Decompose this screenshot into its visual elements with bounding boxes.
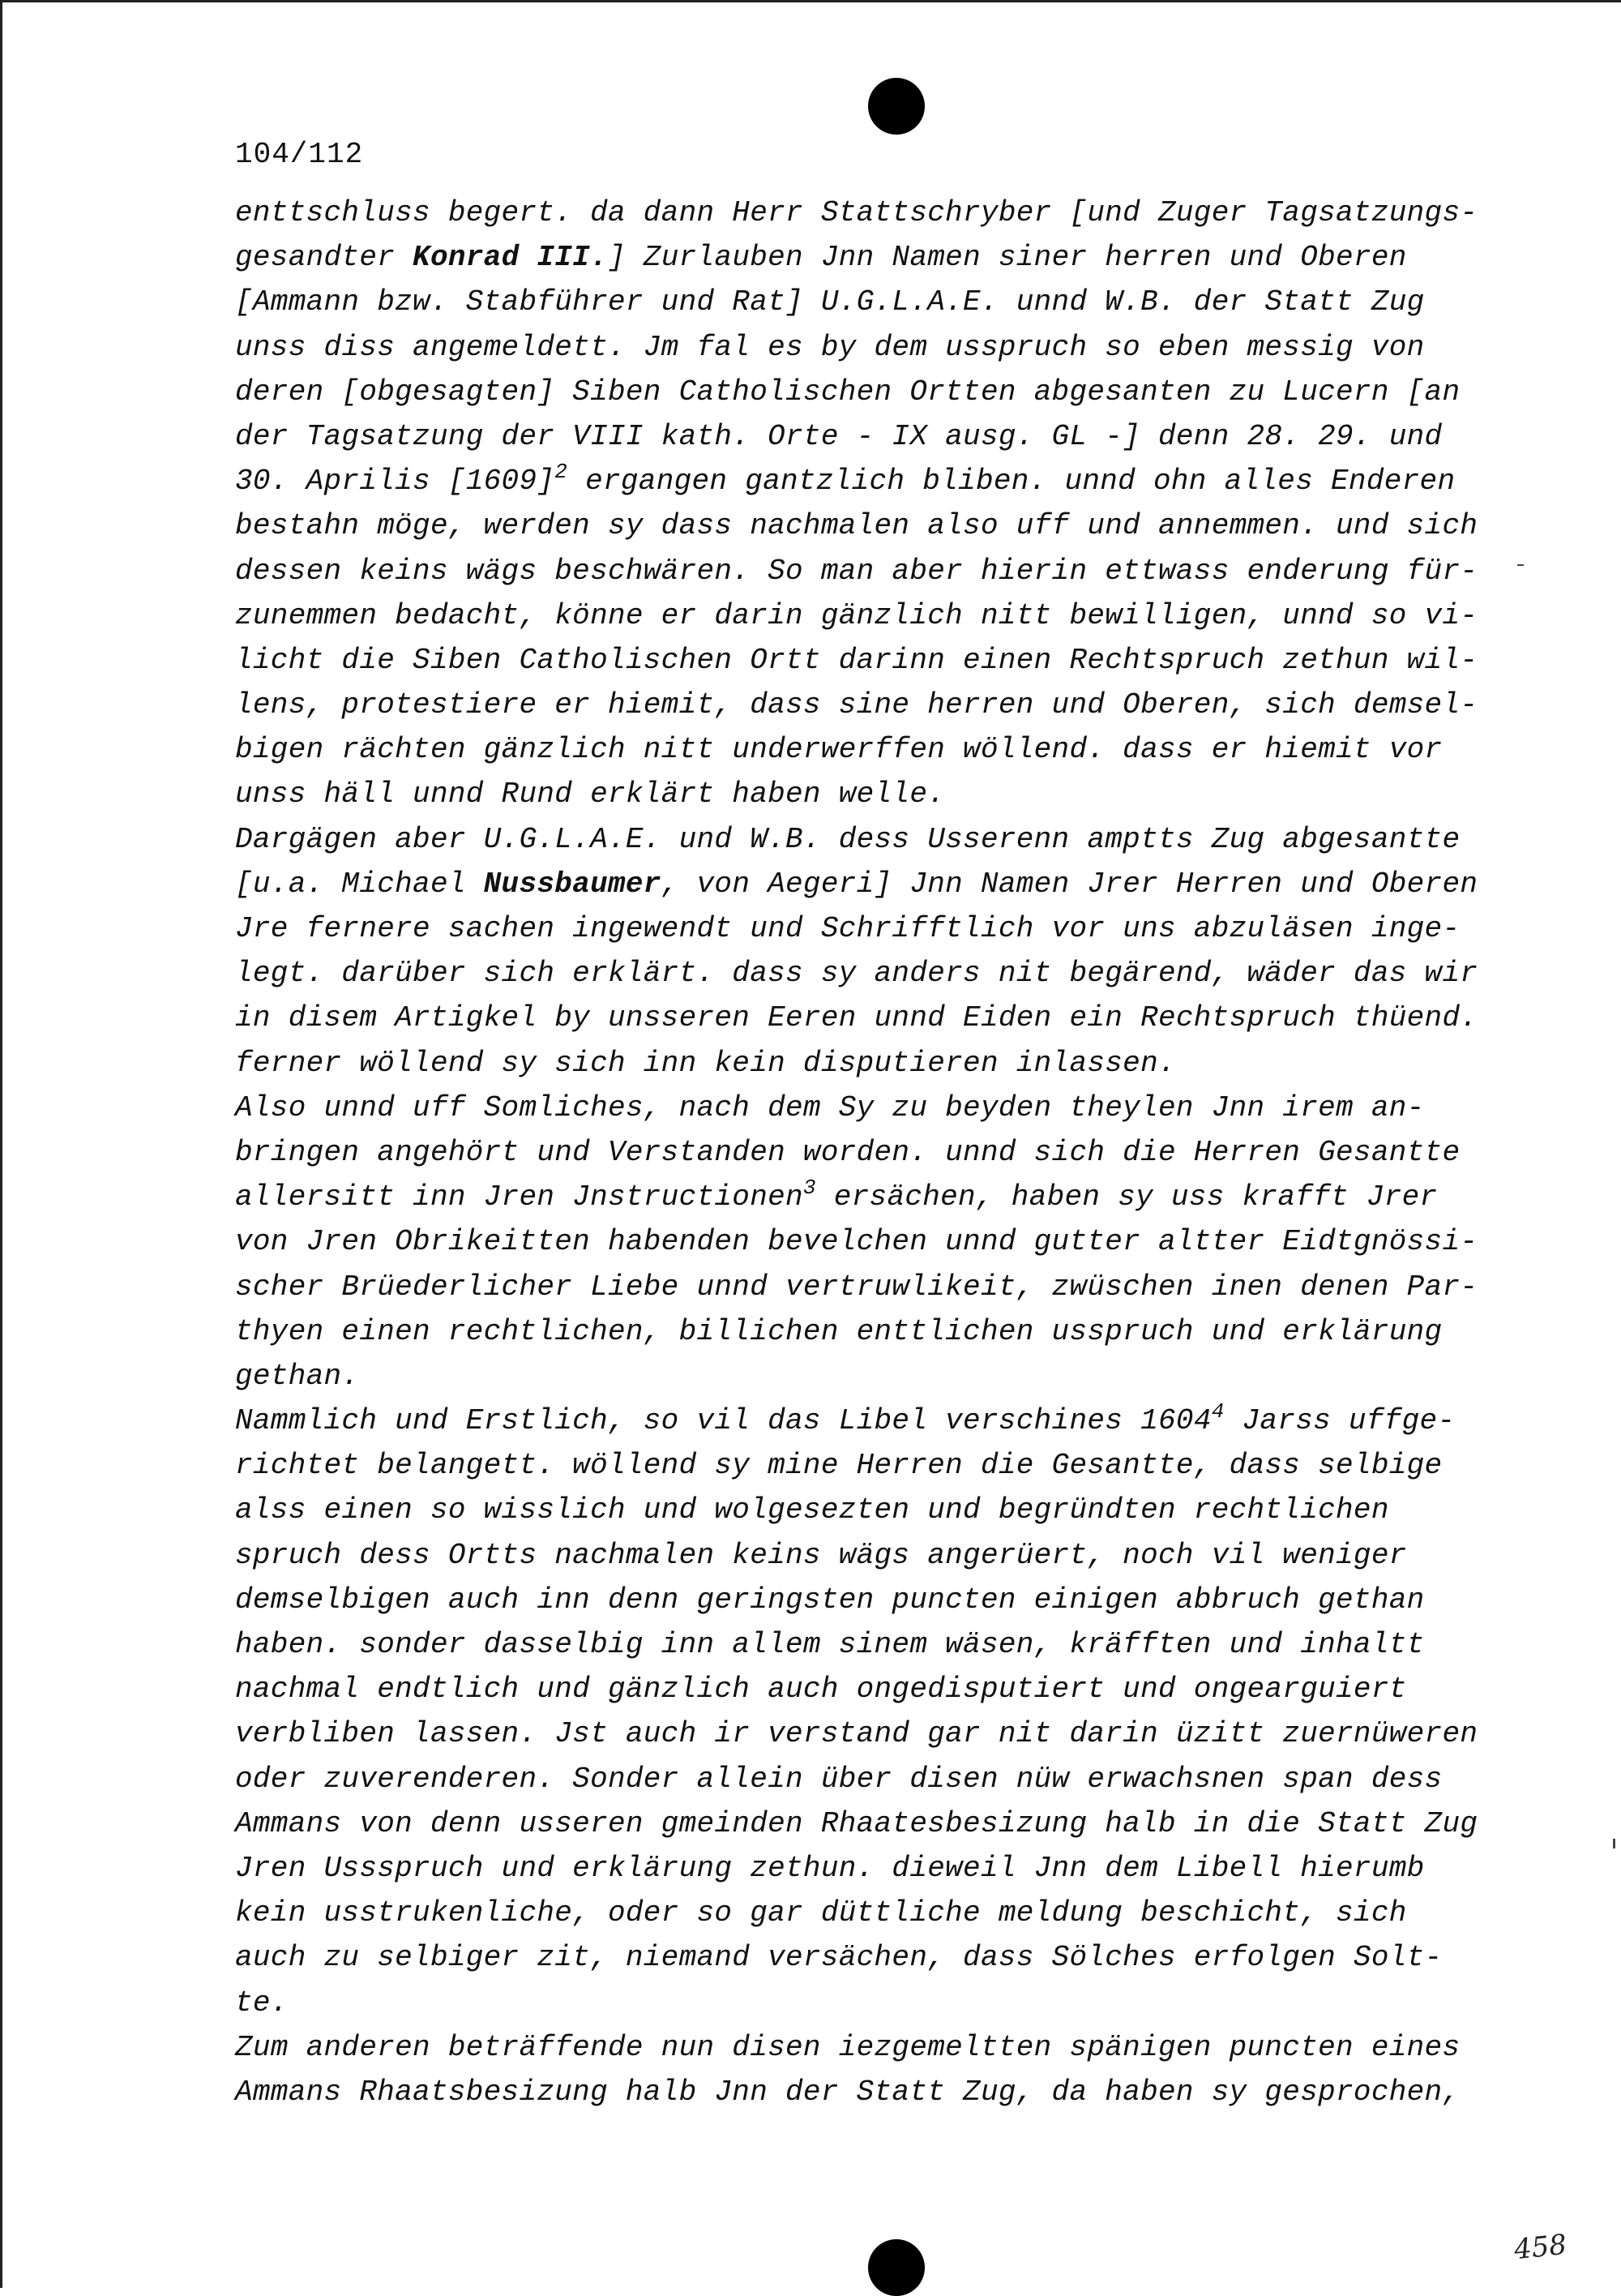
text-line: deren [obgesagten] Siben Catholischen Ortten abgesanten zu Lucern [an: [235, 375, 1461, 409]
text-line: haben. sonder dasselbig inn allem sinem wäsen, kräfften und inhaltt: [235, 1628, 1425, 1661]
text-line: nachmal endtlich und gänzlich auch ongedisputiert und ongearguiert: [235, 1673, 1407, 1707]
bold-name: Konrad III.: [413, 241, 608, 275]
text-line: bigen rächten gänzlich nitt underwerffen wöllend. dass er hiemit vor: [235, 733, 1443, 767]
text-line: gesandter Konrad III.] Zurlauben Jnn Namen siner herren und Oberen: [235, 241, 1407, 275]
text-line: scher Brüederlicher Liebe unnd vertruwlikeit, zwüschen inen denen Par-: [235, 1270, 1478, 1304]
text-line: Ammans von denn usseren gmeinden Rhaatesbesizung halb in die Statt Zug: [235, 1806, 1478, 1840]
text-line: unss häll unnd Rund erklärt haben welle.: [235, 777, 946, 812]
text-line: [Ammann bzw. Stabführer und Rat] U.G.L.A.E. unnd W.B. der Statt Zug: [235, 285, 1425, 319]
footnote-marker: 4: [1211, 1399, 1225, 1424]
text-line: [u.a. Michael Nussbaumer, von Aegeri] Jnn Namen Jrer Herren und Oberen: [235, 867, 1478, 901]
page-number: 104/112: [235, 138, 364, 171]
text-line: dessen keins wägs beschwären. So man aber hierin ettwass enderung für-: [235, 554, 1478, 588]
text-line: 30. Aprilis $[1609]^2$ ergangen gantzlich bliben. unnd ohn alles Enderen: [235, 460, 1456, 499]
text-line: allersitt inn Jren Jnstructionen$^3$ ersächen, haben sy uss krafft Jrer: [235, 1176, 1438, 1214]
footnote-marker: 2: [554, 460, 568, 485]
text-line: zunemmen bedacht, könne er darin gänzlich nitt bewilligen, unnd so vi-: [235, 598, 1478, 632]
text-line: licht die Siben Catholischen Ortt darinn einen Rechtspruch zethun wil-: [235, 643, 1478, 677]
text-line: unss diss angemeldett. Jm fal es by dem usspruch so eben messig von: [235, 330, 1425, 364]
text-line: der Tagsatzung der VIII kath. Orte - IX ausg. GL -] denn 28. 29. und: [235, 419, 1443, 453]
text-line: legt. darüber sich erklärt. dass sy anders nit begärend, wäder das wir: [235, 957, 1478, 991]
text-line: Nammlich und Erstlich, so vil das Libel verschines 1604$^4$ Jarss uffge-: [235, 1399, 1456, 1438]
text-line: bringen angehört und Verstanden worden. unnd sich die Herren Gesantte: [235, 1135, 1461, 1169]
text-line: bestahn möge, werden sy dass nachmalen also uff und annemmen. und sich: [235, 509, 1478, 543]
text-line: kein usstrukenliche, oder so gar düttliche meldung beschicht, sich: [235, 1896, 1407, 1930]
margin-tick: [1613, 1839, 1615, 1848]
document-body: [235, 191, 1487, 2114]
text-line: demselbigen auch inn denn geringsten puncten einigen abbruch gethan: [235, 1583, 1425, 1617]
text-line: lens, protestiere er hiemit, dass sine herren und Oberen, sich demsel-: [235, 688, 1478, 722]
text-line: von Jren Obrikeitten habenden bevelchen unnd gutter altter Eidtgnössi-: [235, 1225, 1478, 1259]
text-line: gethan.: [235, 1359, 360, 1393]
text-line: Jre fernere sachen ingewendt und Schrifftlich vor uns abzuläsen inge-: [235, 912, 1461, 945]
text-line: thyen einen rechtlichen, billichen enttlichen usspruch und erklärung: [235, 1314, 1443, 1348]
bold-name: Nussbaumer: [483, 867, 661, 901]
text-line: verbliben lassen. Jst auch ir verstand gar nit darin üzitt zuernüweren: [235, 1717, 1478, 1751]
text-line: Dargägen aber U.G.L.A.E. und W.B. dess Usserenn amptts Zug abgesantte: [235, 822, 1461, 856]
text-line: Also unnd uff Somliches, nach dem Sy zu beyden theylen Jnn irem an-: [235, 1090, 1425, 1124]
text-line: enttschluss begert. da dann Herr Stattschryber [und Zuger Tagsatzungs-: [235, 196, 1478, 229]
text-line: spruch dess Ortts nachmalen keins wägs angerüert, noch vil weniger: [235, 1538, 1407, 1572]
text-line: Jren Ussspruch und erklärung zethun. dieweil Jnn dem Libell hierumb: [235, 1851, 1425, 1885]
text-line: te.: [235, 1985, 289, 2020]
punch-hole-top: [868, 78, 925, 135]
text-line: richtet belangett. wöllend sy mine Herren die Gesantte, dass selbige: [235, 1449, 1443, 1483]
text-line: oder zuverenderen. Sonder allein über disen nüw erwachsnen span dess: [235, 1762, 1443, 1796]
text-line: in disem Artigkel by unsseren Eeren unnd Eiden ein Rechtspruch thüend.: [235, 1001, 1478, 1035]
margin-mark: [1517, 564, 1524, 566]
text-line: auch zu selbiger zit, niemand versächen, dass Sölches erfolgen Solt-: [235, 1941, 1443, 1975]
handwritten-archive-number: 458: [1512, 2228, 1568, 2267]
scan-frame-left: [0, 0, 2, 2288]
text-line: Ammans Rhaatsbesizung halb Jnn der Statt Zug, da haben sy gesprochen,: [235, 2075, 1461, 2109]
text-line: Zum anderen beträffende nun disen iezgemeltten spänigen puncten eines: [235, 2030, 1461, 2064]
text-line: ferner wöllend sy sich inn kein disputieren inlassen.: [235, 1046, 1176, 1080]
footnote-marker: 3: [802, 1176, 816, 1201]
text-line: alss einen so wisslich und wolgesezten und begründten rechtlichen: [235, 1493, 1389, 1527]
scan-frame-top: [0, 0, 1621, 2]
